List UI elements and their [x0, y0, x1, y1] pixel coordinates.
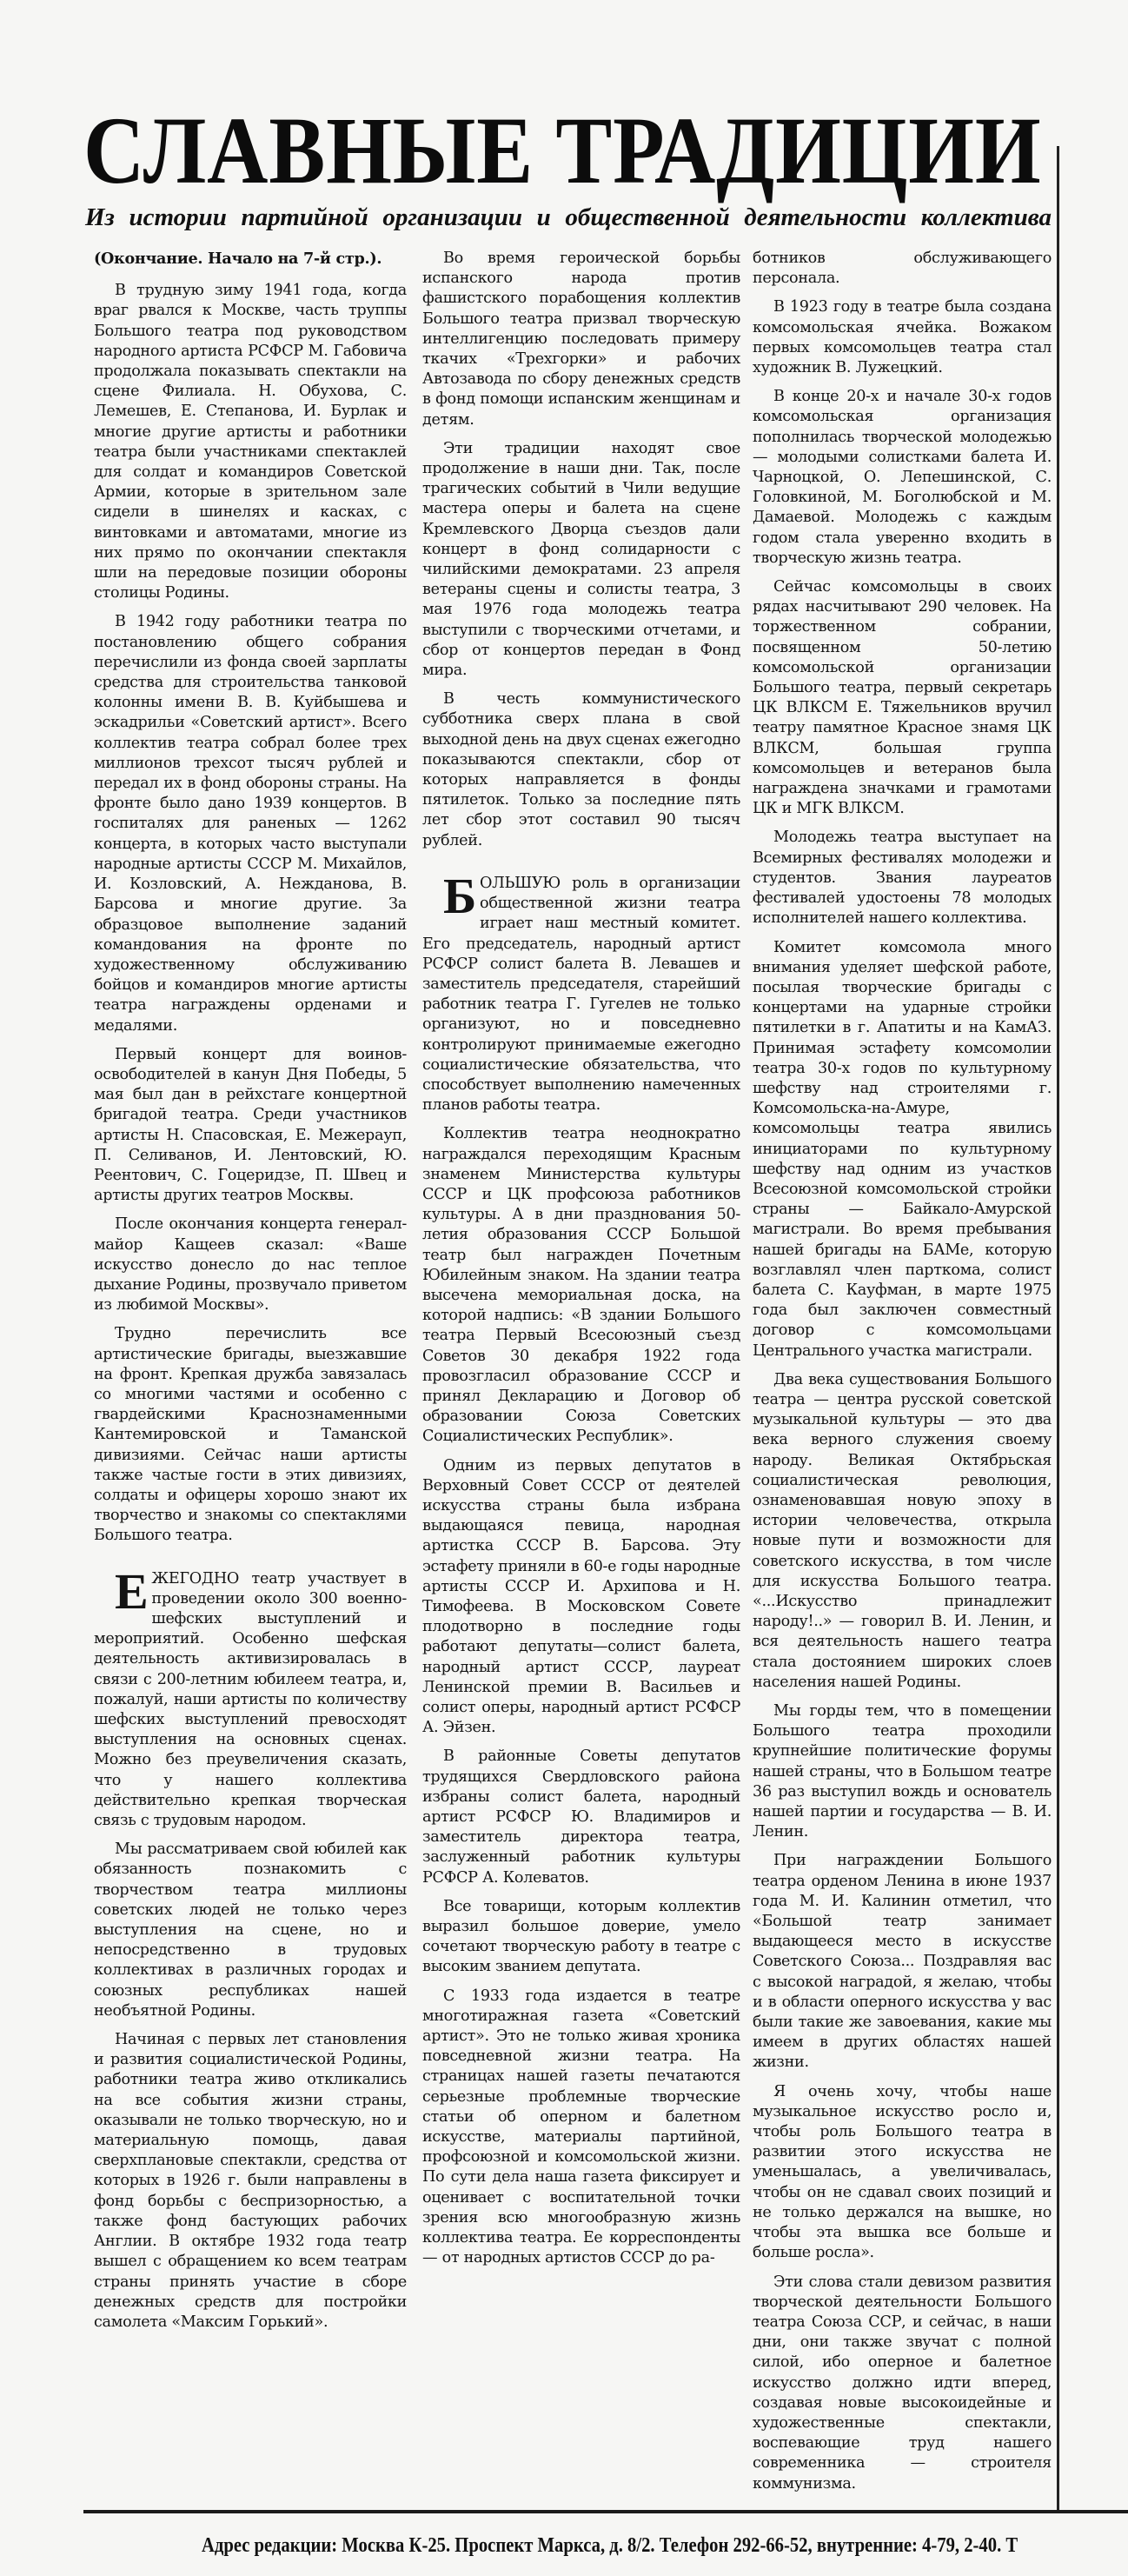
paragraph-with-drop-cap [422, 867, 740, 1115]
paragraph: После окончания концерта генерал-майор Кащеев сказал: «Ваше искусство донесло до нас теплое дыхание Родины, прозвучало приветом из любимой Москвы». [94, 1215, 407, 1315]
paragraph: В трудную зиму 1941 года, когда враг рвался к Москве, часть труппы Большого театра под руководством народного артиста РСФСР М. Габовича продолжала показывать спектакли на сцене Филиала. Н. Обухова, С. Лемешев, Е. Степанова, И. Бурлак и многие другие артисты и работники театра были участниками спектаклей для солдат и командиров Советской Армии, которые в зрительном зале сидели в шинелях и касках, с винтовками и автоматами, многие из них прямо по окончании спектакля шли на передовые позиции обороны столицы Родины. [94, 282, 407, 602]
bottom-rule-divider [83, 2510, 1128, 2513]
paragraph-continued: ботников обслуживающего персонала. [753, 250, 1052, 288]
text-column-2 [422, 249, 740, 2278]
paragraph: Молодежь театра выступает на Всемирных фестивалях молодежи и студентов. Звания лауреатов фестивалей удостоены 78 молодых исполнителей нашего коллектива. [753, 829, 1052, 928]
paragraph: Трудно перечислить все артистические бригады, выезжавшие на фронт. Крепкая дружба завязалась со многими частями и особенно с гвардейскими Краснознаменными Кантемировской и Таманской дивизиями. Сейчас наши артисты также частые гости в этих дивизиях, солдаты и офицеры хорошо знают их творчество и знакомы со спектаклями Большого театра. [94, 1325, 407, 1545]
paragraph: Сейчас комсомольцы в своих рядах насчитывают 290 человек. На торжественном собрании, посвященном 50-летию комсомольской организации Большого театра, первый секретарь ЦК ВЛКСМ Е. Тяжельников вручил театру памятное Красное знамя ЦК ВЛКСМ, большая группа комсомольцев и ветеранов была награждена значками и грамотами ЦК и МГК ВЛКСМ. [753, 578, 1052, 818]
paragraph: Эти традиции находят свое продолжение в наши дни. Так, после трагических событий в Чили ведущие мастера оперы и балета на сцене Кремлевского Дворца съездов дали концерт в фонд солидарности с чилийскими демократами. 23 апреля ветераны сцены и солисты театра, 3 мая 1976 года молодежь театра выступили с творческими отчетами, и сбор от концертов передан в Фонд мира. [422, 439, 740, 680]
paragraph: Эти слова стали девизом развития творческой деятельности Большого театра Союза ССР, и сейчас, в наши дни, они также звучат с полной силой, ибо оперное и балетное искусство должно идти вперед, создавая новые высокоидейные и художественные спектакли, воспевающие труд нашего современника — строителя коммунизма. [753, 2273, 1052, 2493]
paragraph: С 1933 года издается в театре многотиражная газета «Советский артист». Это не только живая хроника повседневной жизни театра. На страницах нашей газеты печатаются серьезные проблемные творческие статьи об оперном и балетном искусстве, материалы партийной, профсоюзной и комсомольской жизни. По сути дела наша газета фиксирует и оценивает с воспитательной точки зрения всю многообразную жизнь коллектива театра. Ее корреспонденты — от народных артистов СССР до ра- [422, 1987, 740, 2267]
paragraph: Начиная с первых лет становления и развития социалистической Родины, работники театра живо откликались на все события жизни страны, оказывали не только творческую, но и материальную помощь, давая сверхплановые спектакли, средства от которых в 1926 г. были направлены в фонд борьбы с беспризорностью, а также фонд бастующих рабочих Англии. В октябре 1932 года театр вышел с обращением ко всем театрам страны принять участие в сборе денежных средств для постройки самолета «Максим Горький». [94, 2031, 407, 2331]
paragraph: В 1923 году в театре была создана комсомольская ячейка. Вожаком первых комсомольцев театра стал художник В. Лужецкий. [753, 298, 1052, 377]
paragraph: Комитет комсомола много внимания уделяет шефской работе, посылая творческие бригады с концертами на ударные стройки пятилетки в г. Апатиты и на КамАЗ. Принимая эстафету комсомолии театра 30-х годов по культурному шефству над строителями г. Комсомольска-на-Амуре, комсомольцы театра явились инициаторами по культурному шефству над одним из участков Всесоюзной комсомольской стройки страны — Байкало-Амурской магистрали. Во время пребывания нашей бригады на БАМе, которую возглавлял член парткома, солист балета С. Кауфман, в марте 1975 года был заключен совместный договор с комсомольцами Центрального участка магистрали. [753, 938, 1052, 1360]
drop-cap-letter: Е [115, 1562, 149, 1620]
paragraph: Мы горды тем, что в помещении Большого театра проходили крупнейшие политические форумы нашей страны, что в Большом театре 36 раз выступил вождь и основатель нашей партии и государства — В. И. Ленин. [753, 1702, 1052, 1841]
text-column-3 [753, 249, 1052, 2503]
paragraph: При награждении Большого театра орденом Ленина в июне 1937 года М. И. Калинин отметил, что «Большой театр занимает выдающееся место в искусстве Советского Союза... Поздравляя вас с высокой наградой, я желаю, чтобы и в области оперного искусства у вас были такие же завоевания, какие мы имеем в других областях нашей жизни. [753, 1852, 1052, 2072]
paragraph: В конце 20-х и начале 30-х годов комсомольская организация пополнилась творческой молодежью — молодыми солистками балета И. Чарноцкой, О. Лепешинской, С. Головкиной, М. Боголюбской и М. Дамаевой. Молодежь с каждым годом стала уверенно входить в творческую жизнь театра. [753, 388, 1052, 567]
paragraph: В 1942 году работники театра по постановлению общего собрания перечислили из фонда своей зарплаты средства для строительства танковой колонны имени В. В. Куйбышева и эскадрильи «Советский артист». Всего коллектив театра собрал более трех миллионов трехсот тысяч рублей и передал их в фонд обороны страны. На фронте было дано 1939 концертов. В госпиталях для раненых — 1262 концерта, в которых часто выступали народные артисты СССР М. Михайлов, И. Козловский, А. Нежданова, В. Барсова и многие другие. За образцовое выполнение заданий командования на фронте по художественному обслуживанию бойцов и командиров многие артисты театра награждены орденами и медалями. [94, 613, 407, 1035]
paragraph: Коллектив театра неоднократно награждался переходящим Красным знаменем Министерства культуры СССР и ЦК профсоюза работников культуры. А в дни празднования 50-летия образования СССР Большой театр был награжден Почетным Юбилейным знаком. На здании театра высечена мемориальная доска, на которой надпись: «В здании Большого театра Первый Всесоюзный съезд Советов 30 декабря 1922 года провозгласил образование СССР и принял Декларацию и Договор об образовании Союза Советских Социалистических Республик». [422, 1125, 740, 1446]
paragraph: Мы рассматриваем свой юбилей как обязанность познакомить с творчеством театра миллионы советских людей не только через выступления на сцене, но и непосредственно в трудовых коллективах в различных городах и союзных республиках нашей необъятной Родины. [94, 1840, 407, 2020]
paragraph: В районные Советы депутатов трудящихся Свердловского района избраны солист балета, народный артист РСФСР Ю. Владимиров и заместитель директора театра, заслуженный работник культуры РСФСР А. Колеватов. [422, 1747, 740, 1887]
paragraph: Два века существования Большого театра — центра русской советской музыкальной культуры — это два века верного служения своему народу. Великая Октябрьская социалистическая революция, ознаменовавшая новую эпоху в истории человечества, открыла новые пути и возможности для советского искусства, в том числе для искусства Большого театра. «...Искусство принадлежит народу!..» — говорил В. И. Ленин, и вся деятельность нашего театра стала достоянием широких слоев населения нашей Родины. [753, 1370, 1052, 1691]
continuation-note: (Окончание. Начало на 7-й стр.). [94, 250, 382, 268]
paragraph-text: ОЛЬШУЮ роль в организации общественной жизни театра играет наш местный комитет. Его председатель, народный артист РСФСР солист балета В. Левашев и заместитель председателя, старейший работник театра Г. Гугелев не только организуют, но и повседневно контролируют принимаемые ежегодно социалистические обязательства, что способствует выполнению намеченных планов работы театра. [422, 874, 740, 1115]
column-rule-divider [1057, 146, 1059, 2513]
editorial-address-footer: Адрес редакции: Москва К-25. Проспект Маркса, д. 8/2. Телефон 292-66-52, внутренние: 4-79, 2-40. Т [202, 2534, 1019, 2557]
paragraph: Во время героической борьбы испанского народа против фашистского порабощения коллектив Большого театра призвал творческую интеллигенцию последовать примеру ткачих «Трехгорки» и рабочих Автозавода по сбору денежных средств в фонд помощи испанским женщинам и детям. [422, 250, 740, 429]
drop-cap-letter: Б [443, 867, 477, 924]
article-subheadline: Из истории партийной организации и общественной деятельности коллектива [85, 203, 1052, 231]
paragraph-with-drop-cap [94, 1562, 407, 1832]
paragraph: Первый концерт для воинов-освободителей в канун Дня Победы, 5 мая был дан в рейхстаге концертной бригадой театра. Среди участников артисты Н. Спасовская, Е. Межерауп, П. Селиванов, И. Лентовский, Ю. Реентович, С. Гоцеридзе, П. Швец и артисты других театров Москвы. [94, 1045, 407, 1205]
paragraph: Все товарищи, которым коллектив выразил большое доверие, умело сочетают творческую работу в театре с высоким званием депутата. [422, 1897, 740, 1976]
article-headline: СЛАВНЫЕ ТРАДИЦИИ [83, 97, 1042, 203]
paragraph: Я очень хочу, чтобы наше музыкальное искусство росло и, чтобы роль Большого театра в развитии этого искусства не уменьшалась, а увеличивалась, чтобы он не сдавал своих позиций и не только держался на вышке, но чтобы эта вышка все больше и больше росла». [753, 2082, 1052, 2262]
paragraph: Одним из первых депутатов в Верховный Совет СССР от деятелей искусства страны была избрана выдающаяся певица, народная артистка СССР В. Барсова. Эту эстафету приняли в 60-е годы народные артисты СССР И. Архипова и Н. Тимофеева. В Московском Совете плодотворно в последние годы работают депутаты—солист балета, народный артист СССР, лауреат Ленинской премии В. Васильев и солист оперы, народный артист РСФСР А. Эйзен. [422, 1456, 740, 1737]
paragraph-text: ЖЕГОДНО театр участвует в проведении около 300 военно-шефских выступлений и мероприятий. Особенно шефская деятельность активизировалась в связи с 200-летним юбилеем театра, и, пожалуй, наши артисты по количеству шефских выступлений превосходят выступления на основных сценах. Можно без преувеличения сказать, что у нашего коллектива действительно крепкая творческая связь с трудовым народом. [94, 1569, 407, 1830]
paragraph: В честь коммунистического субботника сверх плана в свой выходной день на двух сценах ежегодно показываются спектакли, сбор от которых направляется в фонды пятилеток. Только за последние пять лет сбор этот составил 90 тысяч рублей. [422, 690, 740, 849]
text-column-1 [94, 249, 407, 2341]
